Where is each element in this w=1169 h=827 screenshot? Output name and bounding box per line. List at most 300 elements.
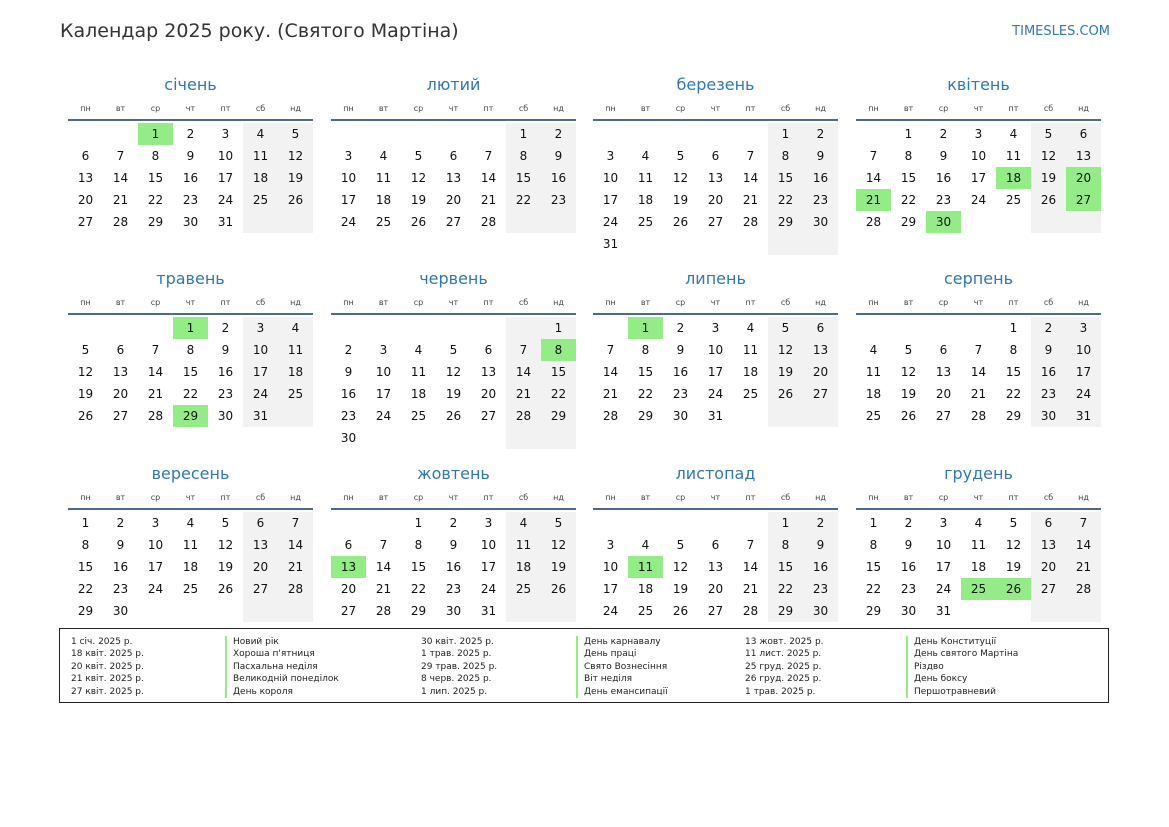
- holiday-name: День карнавалу: [576, 636, 668, 648]
- weekday-label: нд: [815, 298, 826, 307]
- day-cell: 2: [1031, 317, 1066, 339]
- weekday-label: пт: [220, 493, 231, 502]
- day-cell: 26: [278, 189, 313, 211]
- holiday-day-cell: 8: [541, 339, 576, 361]
- day-cell: 29: [900, 215, 917, 229]
- day-cell: 16: [900, 560, 917, 574]
- day-cell: 14: [742, 171, 759, 185]
- day-cell: 11: [278, 339, 313, 361]
- month-block: [68, 269, 313, 449]
- weekday-label: пт: [1008, 493, 1019, 502]
- day-cell: 8: [81, 538, 90, 552]
- holiday-date-column: [421, 636, 497, 698]
- holiday-day-cell: 27: [1066, 189, 1101, 211]
- day-cell: 11: [865, 365, 882, 379]
- day-cell: 8: [641, 343, 650, 357]
- day-cell: 29: [637, 409, 654, 423]
- day-cell: 21: [970, 387, 987, 401]
- day-cell: 20: [445, 193, 462, 207]
- day-cell: 23: [803, 578, 838, 600]
- day-cell: 12: [1031, 145, 1066, 167]
- day-cell: 24: [707, 387, 724, 401]
- weekend-empty-cell: [506, 600, 541, 622]
- weekday-label: чт: [973, 298, 984, 307]
- holiday-day-cell: 1: [138, 123, 173, 145]
- day-cell: 1: [768, 512, 803, 534]
- month-name: лютий: [426, 75, 481, 94]
- month-block: [593, 75, 838, 255]
- day-cell: 5: [221, 516, 230, 530]
- day-cell: 12: [768, 339, 803, 361]
- day-cell: 5: [676, 149, 685, 163]
- day-cell: 18: [375, 193, 392, 207]
- day-cell: 25: [637, 604, 654, 618]
- day-cell: 10: [970, 149, 987, 163]
- weekend-empty-cell: [1031, 211, 1066, 233]
- day-cell: 30: [900, 604, 917, 618]
- day-cell: 28: [112, 215, 129, 229]
- day-cell: 29: [541, 405, 576, 427]
- weekday-label: пт: [745, 104, 756, 113]
- day-cell: 18: [410, 387, 427, 401]
- weekday-label: нд: [553, 493, 564, 502]
- day-cell: 17: [340, 193, 357, 207]
- day-cell: 6: [344, 538, 353, 552]
- day-cell: 11: [1005, 149, 1022, 163]
- month-divider: [856, 119, 1101, 121]
- day-cell: 6: [711, 149, 720, 163]
- day-cell: 12: [1005, 538, 1022, 552]
- month-divider: [68, 313, 313, 315]
- weekday-label: сб: [1043, 493, 1054, 502]
- day-cell: 25: [1005, 193, 1022, 207]
- day-cell: 1: [869, 516, 878, 530]
- day-cell: 5: [676, 538, 685, 552]
- day-cell: 20: [707, 582, 724, 596]
- holiday-name: Пасхальна неділя: [225, 661, 339, 673]
- day-cell: 28: [147, 409, 164, 423]
- holiday-day-cell: 25: [961, 578, 996, 600]
- day-cell: 10: [935, 538, 952, 552]
- day-cell: 3: [1066, 317, 1101, 339]
- day-cell: 15: [541, 361, 576, 383]
- weekday-label: сб: [255, 493, 266, 502]
- weekday-label: сб: [1043, 104, 1054, 113]
- day-cell: 3: [974, 127, 983, 141]
- day-cell: 15: [1005, 365, 1022, 379]
- day-cell: 28: [742, 604, 759, 618]
- holiday-day-cell: 11: [628, 556, 663, 578]
- day-cell: 29: [768, 211, 803, 233]
- day-cell: 20: [480, 387, 497, 401]
- day-cell: 24: [1066, 383, 1101, 405]
- day-cell: 30: [672, 409, 689, 423]
- holiday-date: 8 черв. 2025 р.: [421, 674, 492, 685]
- day-cell: 10: [147, 538, 164, 552]
- page-title: Календар 2025 року. (Святого Мартіна): [60, 20, 459, 42]
- weekend-empty-cell: [278, 211, 313, 233]
- day-cell: 9: [676, 343, 685, 357]
- day-cell: 8: [904, 149, 913, 163]
- weekday-label: пт: [483, 493, 494, 502]
- day-cell: 14: [602, 365, 619, 379]
- day-cell: 19: [1005, 560, 1022, 574]
- day-cell: 12: [672, 171, 689, 185]
- day-cell: 6: [711, 538, 720, 552]
- month-block: [856, 269, 1101, 449]
- day-cell: 1: [81, 516, 90, 530]
- day-cell: 4: [379, 149, 388, 163]
- site-link[interactable]: TIMESLES.COM: [1012, 24, 1110, 39]
- day-cell: 2: [186, 127, 195, 141]
- day-cell: 9: [939, 149, 948, 163]
- day-cell: 7: [974, 343, 983, 357]
- day-cell: 18: [637, 193, 654, 207]
- holiday-date: 29 трав. 2025 р.: [421, 661, 498, 672]
- day-cell: 25: [637, 215, 654, 229]
- day-cell: 8: [414, 538, 423, 552]
- day-cell: 9: [186, 149, 195, 163]
- weekday-header: [331, 103, 576, 115]
- weekday-label: пн: [80, 298, 91, 307]
- day-cell: 14: [970, 365, 987, 379]
- day-cell: 27: [480, 409, 497, 423]
- weekday-label: сб: [255, 104, 266, 113]
- weekday-label: нд: [290, 493, 301, 502]
- day-cell: 24: [602, 215, 619, 229]
- day-cell: 22: [1005, 387, 1022, 401]
- day-cell: 15: [182, 365, 199, 379]
- month-divider: [593, 119, 838, 121]
- holiday-date-column: [71, 636, 144, 698]
- holiday-date: 11 лист. 2025 р.: [745, 649, 822, 660]
- day-cell: 11: [410, 365, 427, 379]
- day-cell: 25: [506, 578, 541, 600]
- day-cell: 18: [865, 387, 882, 401]
- day-cell: 20: [243, 556, 278, 578]
- weekday-label: чт: [710, 493, 721, 502]
- day-cell: 6: [1066, 123, 1101, 145]
- day-cell: 16: [935, 171, 952, 185]
- month-block: [856, 75, 1101, 255]
- day-cell: 5: [904, 343, 913, 357]
- weekday-label: нд: [815, 493, 826, 502]
- day-cell: 30: [217, 409, 234, 423]
- day-cell: 14: [506, 361, 541, 383]
- day-cell: 17: [935, 560, 952, 574]
- day-cell: 24: [217, 193, 234, 207]
- month-divider: [331, 119, 576, 121]
- day-cell: 26: [672, 604, 689, 618]
- weekend-empty-cell: [243, 211, 278, 233]
- weekend-empty-cell: [278, 600, 313, 622]
- day-cell: 28: [480, 215, 497, 229]
- weekday-label: вт: [640, 104, 651, 113]
- day-cell: 27: [707, 604, 724, 618]
- holiday-name: День святого Мартіна: [906, 648, 1018, 660]
- day-cell: 14: [278, 534, 313, 556]
- day-cell: 25: [865, 409, 882, 423]
- weekend-empty-cell: [541, 600, 576, 622]
- day-cell: 27: [1031, 578, 1066, 600]
- day-cell: 24: [147, 582, 164, 596]
- day-cell: 22: [410, 582, 427, 596]
- holiday-day-cell: 29: [173, 405, 208, 427]
- day-cell: 2: [449, 516, 458, 530]
- day-cell: 31: [1066, 405, 1101, 427]
- holiday-date: 1 трав. 2025 р.: [421, 649, 492, 660]
- weekday-label: пн: [80, 493, 91, 502]
- day-cell: 22: [541, 383, 576, 405]
- day-cell: 7: [116, 149, 125, 163]
- weekday-label: сб: [780, 493, 791, 502]
- weekday-header: [68, 297, 313, 309]
- day-cell: 30: [803, 211, 838, 233]
- day-cell: 19: [77, 387, 94, 401]
- month-name: квітень: [947, 75, 1010, 94]
- holiday-name-column: [906, 636, 1018, 698]
- day-cell: 28: [278, 578, 313, 600]
- day-cell: 7: [484, 149, 493, 163]
- holiday-date: 18 квіт. 2025 р.: [71, 649, 144, 660]
- month-name: вересень: [151, 464, 230, 483]
- day-cell: 11: [970, 538, 987, 552]
- day-cell: 2: [221, 321, 230, 335]
- day-cell: 28: [375, 604, 392, 618]
- weekday-label: ср: [413, 298, 424, 307]
- holiday-date: 26 груд. 2025 р.: [745, 674, 822, 685]
- day-cell: 4: [278, 317, 313, 339]
- weekday-label: вт: [115, 298, 126, 307]
- day-cell: 19: [768, 361, 803, 383]
- day-cell: 15: [768, 556, 803, 578]
- day-cell: 8: [506, 145, 541, 167]
- day-cell: 12: [672, 560, 689, 574]
- day-cell: 22: [147, 193, 164, 207]
- weekday-label: вт: [115, 104, 126, 113]
- day-cell: 5: [768, 317, 803, 339]
- holiday-day-cell: 30: [926, 211, 961, 233]
- day-cell: 5: [541, 512, 576, 534]
- holiday-name: День емансипації: [576, 686, 668, 698]
- day-cell: 23: [900, 582, 917, 596]
- day-cell: 17: [243, 361, 278, 383]
- day-cell: 18: [506, 556, 541, 578]
- weekend-empty-cell: [1066, 211, 1101, 233]
- weekday-label: ср: [150, 493, 161, 502]
- day-cell: 3: [243, 317, 278, 339]
- month-block: [331, 75, 576, 255]
- holiday-date-column: [745, 636, 824, 698]
- day-cell: 23: [935, 193, 952, 207]
- day-cell: 22: [900, 193, 917, 207]
- weekday-header: [856, 492, 1101, 504]
- day-cell: 17: [375, 387, 392, 401]
- day-cell: 24: [375, 409, 392, 423]
- day-cell: 28: [602, 409, 619, 423]
- day-cell: 10: [243, 339, 278, 361]
- month-name: березень: [676, 75, 755, 94]
- weekday-label: ср: [150, 298, 161, 307]
- weekday-label: пн: [605, 104, 616, 113]
- day-cell: 26: [410, 215, 427, 229]
- weekday-label: ср: [938, 493, 949, 502]
- day-cell: 26: [541, 578, 576, 600]
- weekday-header: [856, 103, 1101, 115]
- day-cell: 8: [151, 149, 160, 163]
- day-cell: 3: [151, 516, 160, 530]
- day-cell: 31: [707, 409, 724, 423]
- day-cell: 9: [803, 145, 838, 167]
- day-cell: 14: [147, 365, 164, 379]
- day-cell: 7: [506, 339, 541, 361]
- day-cell: 27: [803, 383, 838, 405]
- day-cell: 18: [970, 560, 987, 574]
- weekend-empty-cell: [768, 233, 803, 255]
- day-cell: 25: [410, 409, 427, 423]
- weekday-label: чт: [710, 104, 721, 113]
- weekday-label: пн: [343, 493, 354, 502]
- day-cell: 4: [641, 149, 650, 163]
- day-cell: 16: [217, 365, 234, 379]
- day-cell: 12: [445, 365, 462, 379]
- day-cell: 27: [112, 409, 129, 423]
- weekend-empty-cell: [803, 405, 838, 427]
- day-cell: 27: [935, 409, 952, 423]
- weekday-label: сб: [518, 493, 529, 502]
- day-cell: 26: [77, 409, 94, 423]
- weekday-label: ср: [150, 104, 161, 113]
- day-cell: 6: [939, 343, 948, 357]
- day-cell: 30: [182, 215, 199, 229]
- day-cell: 19: [672, 193, 689, 207]
- holiday-name: День праці: [576, 648, 668, 660]
- day-cell: 21: [742, 582, 759, 596]
- weekday-label: сб: [518, 298, 529, 307]
- day-cell: 19: [217, 560, 234, 574]
- day-cell: 17: [970, 171, 987, 185]
- weekday-label: сб: [780, 298, 791, 307]
- month-name: жовтень: [417, 464, 490, 483]
- weekday-label: сб: [255, 298, 266, 307]
- weekday-label: вт: [378, 298, 389, 307]
- day-cell: 8: [869, 538, 878, 552]
- day-cell: 10: [602, 171, 619, 185]
- day-cell: 31: [480, 604, 497, 618]
- day-cell: 31: [602, 237, 619, 251]
- weekday-label: пт: [745, 298, 756, 307]
- day-cell: 14: [480, 171, 497, 185]
- weekday-label: нд: [1078, 104, 1089, 113]
- holiday-day-cell: 1: [628, 317, 663, 339]
- day-cell: 4: [641, 538, 650, 552]
- day-cell: 5: [81, 343, 90, 357]
- weekend-empty-cell: [506, 427, 541, 449]
- day-cell: 13: [707, 560, 724, 574]
- holiday-date: 1 січ. 2025 р.: [71, 637, 133, 647]
- day-cell: 20: [77, 193, 94, 207]
- weekday-label: пт: [220, 298, 231, 307]
- day-cell: 24: [935, 582, 952, 596]
- day-cell: 4: [869, 343, 878, 357]
- holiday-name-column: [225, 636, 339, 698]
- day-cell: 4: [414, 343, 423, 357]
- month-name: серпень: [944, 269, 1013, 288]
- day-cell: 24: [970, 193, 987, 207]
- day-cell: 9: [344, 365, 353, 379]
- day-cell: 7: [746, 149, 755, 163]
- weekend-empty-cell: [541, 211, 576, 233]
- day-cell: 12: [77, 365, 94, 379]
- day-cell: 19: [900, 387, 917, 401]
- day-cell: 12: [900, 365, 917, 379]
- day-cell: 4: [186, 516, 195, 530]
- month-name: липень: [685, 269, 746, 288]
- day-cell: 3: [344, 149, 353, 163]
- holiday-day-cell: 20: [1066, 167, 1101, 189]
- weekday-label: ср: [675, 104, 686, 113]
- day-cell: 10: [480, 538, 497, 552]
- day-cell: 13: [1066, 145, 1101, 167]
- day-cell: 16: [182, 171, 199, 185]
- day-cell: 16: [445, 560, 462, 574]
- weekday-label: пт: [483, 298, 494, 307]
- day-cell: 29: [1005, 409, 1022, 423]
- weekday-label: пн: [868, 298, 879, 307]
- weekday-header: [593, 492, 838, 504]
- weekday-label: пн: [343, 298, 354, 307]
- day-cell: 21: [480, 193, 497, 207]
- day-cell: 17: [707, 365, 724, 379]
- weekend-empty-cell: [1066, 600, 1101, 622]
- month-block: [331, 269, 576, 449]
- weekday-label: чт: [448, 493, 459, 502]
- day-cell: 6: [243, 512, 278, 534]
- day-cell: 20: [1031, 556, 1066, 578]
- holiday-date: 13 жовт. 2025 р.: [745, 637, 824, 647]
- day-cell: 3: [939, 516, 948, 530]
- day-cell: 26: [900, 409, 917, 423]
- day-cell: 19: [410, 193, 427, 207]
- day-cell: 24: [243, 383, 278, 405]
- weekend-empty-cell: [506, 317, 541, 339]
- day-cell: 21: [375, 582, 392, 596]
- day-cell: 28: [506, 405, 541, 427]
- day-cell: 30: [803, 600, 838, 622]
- day-cell: 3: [606, 149, 615, 163]
- weekday-label: пн: [868, 493, 879, 502]
- day-cell: 13: [1031, 534, 1066, 556]
- weekday-header: [68, 103, 313, 115]
- day-cell: 12: [410, 171, 427, 185]
- day-cell: 24: [340, 215, 357, 229]
- day-cell: 29: [865, 604, 882, 618]
- day-cell: 1: [506, 123, 541, 145]
- weekday-label: пт: [483, 104, 494, 113]
- day-cell: 15: [637, 365, 654, 379]
- day-cell: 8: [1009, 343, 1018, 357]
- weekday-label: ср: [675, 493, 686, 502]
- day-cell: 11: [506, 534, 541, 556]
- day-cell: 16: [1031, 361, 1066, 383]
- weekday-header: [68, 492, 313, 504]
- day-cell: 14: [742, 560, 759, 574]
- day-cell: 23: [541, 189, 576, 211]
- weekday-label: пн: [80, 104, 91, 113]
- day-cell: 5: [449, 343, 458, 357]
- day-cell: 25: [742, 387, 759, 401]
- weekday-label: пт: [220, 104, 231, 113]
